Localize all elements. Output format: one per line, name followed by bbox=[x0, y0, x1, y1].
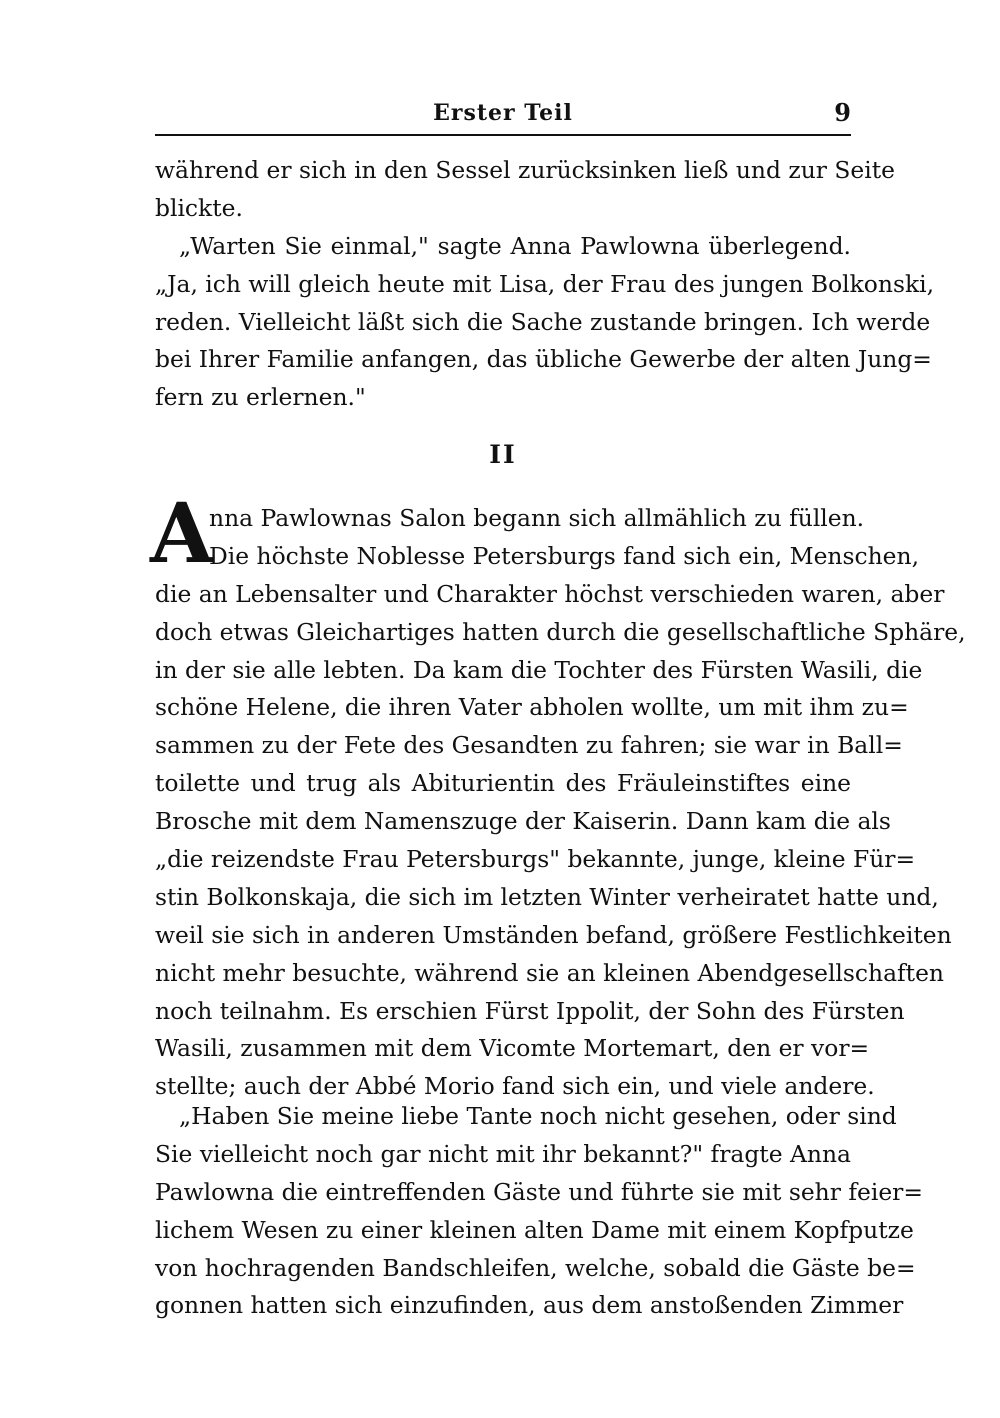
text-line: in der sie alle lebten. Da kam die Tochter des Fürsten Wasili, die bbox=[155, 655, 923, 684]
text-line: von hochragenden Bandschleifen, welche, sobald die Gäste be= bbox=[155, 1253, 916, 1282]
text-line: weil sie sich in anderen Umständen befand, größere Festlichkeiten bbox=[155, 920, 952, 949]
text-line: Wasili, zusammen mit dem Vicomte Mortemart, den er vor= bbox=[155, 1034, 870, 1063]
text-line: stellte; auch der Abbé Morio fand sich ein, und viele andere. bbox=[155, 1072, 875, 1101]
text-line: bei Ihrer Familie anfangen, das übliche Gewerbe der alten Jung= bbox=[155, 345, 932, 374]
text-line: toilette und trug als Abiturientin des Fräuleinstiftes eine bbox=[155, 769, 851, 798]
running-head bbox=[155, 96, 851, 136]
paragraph-block-1 bbox=[155, 152, 935, 417]
text-line: „die reizendste Frau Petersburgs" bekannte, junge, kleine Für= bbox=[155, 845, 916, 874]
text-line: nicht mehr besuchte, während sie an kleinen Abendgesellschaften bbox=[155, 958, 944, 987]
text-line: „Ja, ich will gleich heute mit Lisa, der Frau des jungen Bolkonski, bbox=[155, 269, 935, 298]
text-line: „Haben Sie meine liebe Tante noch nicht gesehen, oder sind bbox=[179, 1102, 897, 1130]
paragraph-block-2 bbox=[155, 500, 966, 1106]
text-line: lichem Wesen zu einer kleinen alten Dame mit einem Kopfputze bbox=[155, 1215, 914, 1244]
chapter-heading: II bbox=[489, 440, 517, 469]
drop-cap-initial: A bbox=[150, 486, 214, 582]
text-line: Die höchste Noblesse Petersburgs fand sich ein, Menschen, bbox=[209, 541, 920, 570]
text-line: Brosche mit dem Namenszuge der Kaiserin. Dann kam die als bbox=[155, 807, 891, 836]
text-line: die an Lebensalter und Charakter höchst verschieden waren, aber bbox=[155, 579, 945, 608]
paragraph-block-3 bbox=[155, 1098, 923, 1325]
text-line: reden. Vielleicht läßt sich die Sache zustande bringen. Ich werde bbox=[155, 307, 931, 336]
text-line: noch teilnahm. Es erschien Fürst Ippolit, der Sohn des Fürsten bbox=[155, 996, 905, 1025]
text-line: „Warten Sie einmal," sagte Anna Pawlowna überlegend. bbox=[179, 231, 851, 260]
text-line: nna Pawlownas Salon begann sich allmählich zu füllen. bbox=[209, 504, 865, 532]
text-line: schöne Helene, die ihren Vater abholen wollte, um mit ihm zu= bbox=[155, 693, 909, 722]
text-line: während er sich in den Sessel zurücksinken ließ und zur Seite bbox=[155, 156, 895, 184]
running-title: Erster Teil bbox=[433, 100, 573, 126]
text-line: stin Bolkonskaja, die sich im letzten Winter verheiratet hatte und, bbox=[155, 882, 939, 911]
text-line: sammen zu der Fete des Gesandten zu fahren; sie war in Ball= bbox=[155, 731, 903, 760]
text-line: blickte. bbox=[155, 193, 243, 222]
header-rule bbox=[155, 134, 851, 136]
text-line: Sie vielleicht noch gar nicht mit ihr bekannt?" fragte Anna bbox=[155, 1139, 851, 1168]
text-line: fern zu erlernen." bbox=[155, 383, 366, 412]
text-line: gonnen hatten sich einzufinden, aus dem anstoßenden Zimmer bbox=[155, 1291, 904, 1320]
text-line: doch etwas Gleichartiges hatten durch die gesellschaftliche Sphäre, bbox=[155, 617, 966, 646]
text-line: Pawlowna die eintreffenden Gäste und führte sie mit sehr feier= bbox=[155, 1177, 923, 1206]
page-number: 9 bbox=[834, 98, 851, 127]
